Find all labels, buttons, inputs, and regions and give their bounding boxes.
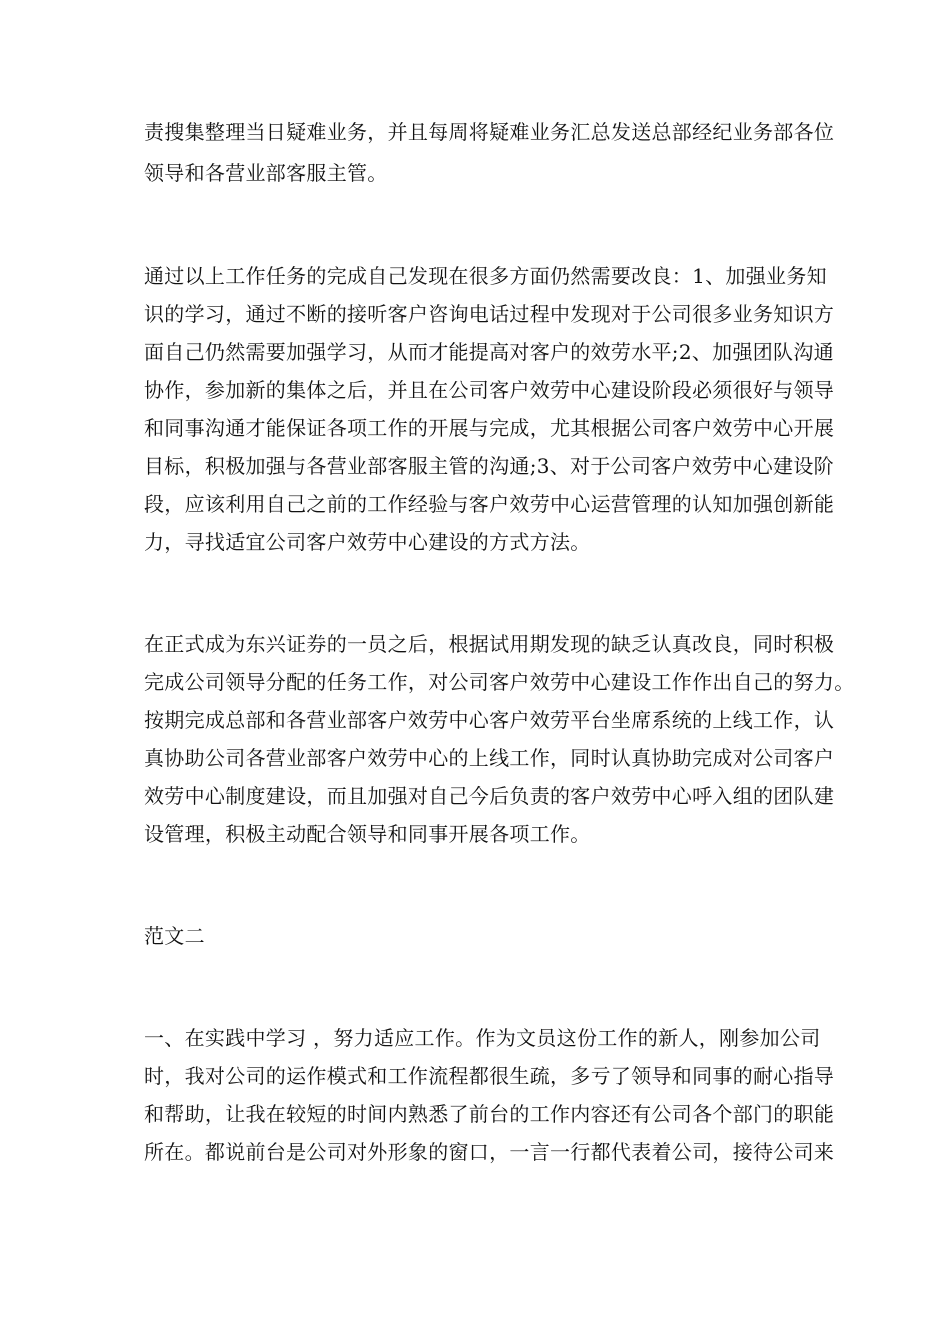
text-line: 一、在实践中学习 ，努力适应工作。作为文员这份工作的新人，刚参加公司 <box>144 1026 821 1050</box>
text-line: 按期完成总部和各营业部客户效劳中心客户效劳平台坐席系统的上线工作，认 <box>144 708 835 732</box>
text-line: 所在。都说前台是公司对外形象的窗口，一言一行都代表着公司，接待公司来 <box>144 1140 835 1164</box>
text-line: 责搜集整理当日疑难业务，并且每周将疑难业务汇总发送总部经纪业务部各位 <box>144 120 835 144</box>
text-line: 领导和各营业部客服主管。 <box>144 161 388 185</box>
text-line: 设管理，积极主动配合领导和同事开展各项工作。 <box>144 822 591 846</box>
text-line: 协作，参加新的集体之后，并且在公司客户效劳中心建设阶段必须很好与领导 <box>144 378 835 402</box>
text-line: 时，我对公司的运作模式和工作流程都很生疏，多亏了领导和同事的耐心指导 <box>144 1064 835 1088</box>
text-line: 目标，积极加强与各营业部客服主管的沟通;3、对于公司客户效劳中心建设阶 <box>144 454 834 478</box>
text-line: 效劳中心制度建设，而且加强对自己今后负责的客户效劳中心呼入组的团队建 <box>144 784 835 808</box>
text-line: 通过以上工作任务的完成自己发现在很多方面仍然需要改良：1、加强业务知 <box>144 264 827 288</box>
text-line: 识的学习，通过不断的接听客户咨询电话过程中发现对于公司很多业务知识方 <box>144 302 835 326</box>
text-line: 完成公司领导分配的任务工作，对公司客户效劳中心建设工作作出自己的努力。 <box>144 670 855 694</box>
text-line: 在正式成为东兴证券的一员之后，根据试用期发现的缺乏认真改良，同时积极 <box>144 632 835 656</box>
text-line: 力，寻找适宜公司客户效劳中心建设的方式方法。 <box>144 530 591 554</box>
section-heading: 范文二 <box>144 924 205 948</box>
text-line: 真协助公司各营业部客户效劳中心的上线工作，同时认真协助完成对公司客户 <box>144 746 835 770</box>
text-line: 和同事沟通才能保证各项工作的开展与完成，尤其根据公司客户效劳中心开展 <box>144 416 835 440</box>
text-line: 和帮助，让我在较短的时间内熟悉了前台的工作内容还有公司各个部门的职能 <box>144 1102 835 1126</box>
text-line: 面自己仍然需要加强学习，从而才能提高对客户的效劳水平;2、加强团队沟通 <box>144 340 834 364</box>
text-line: 段，应该利用自己之前的工作经验与客户效劳中心运营管理的认知加强创新能 <box>144 492 835 516</box>
